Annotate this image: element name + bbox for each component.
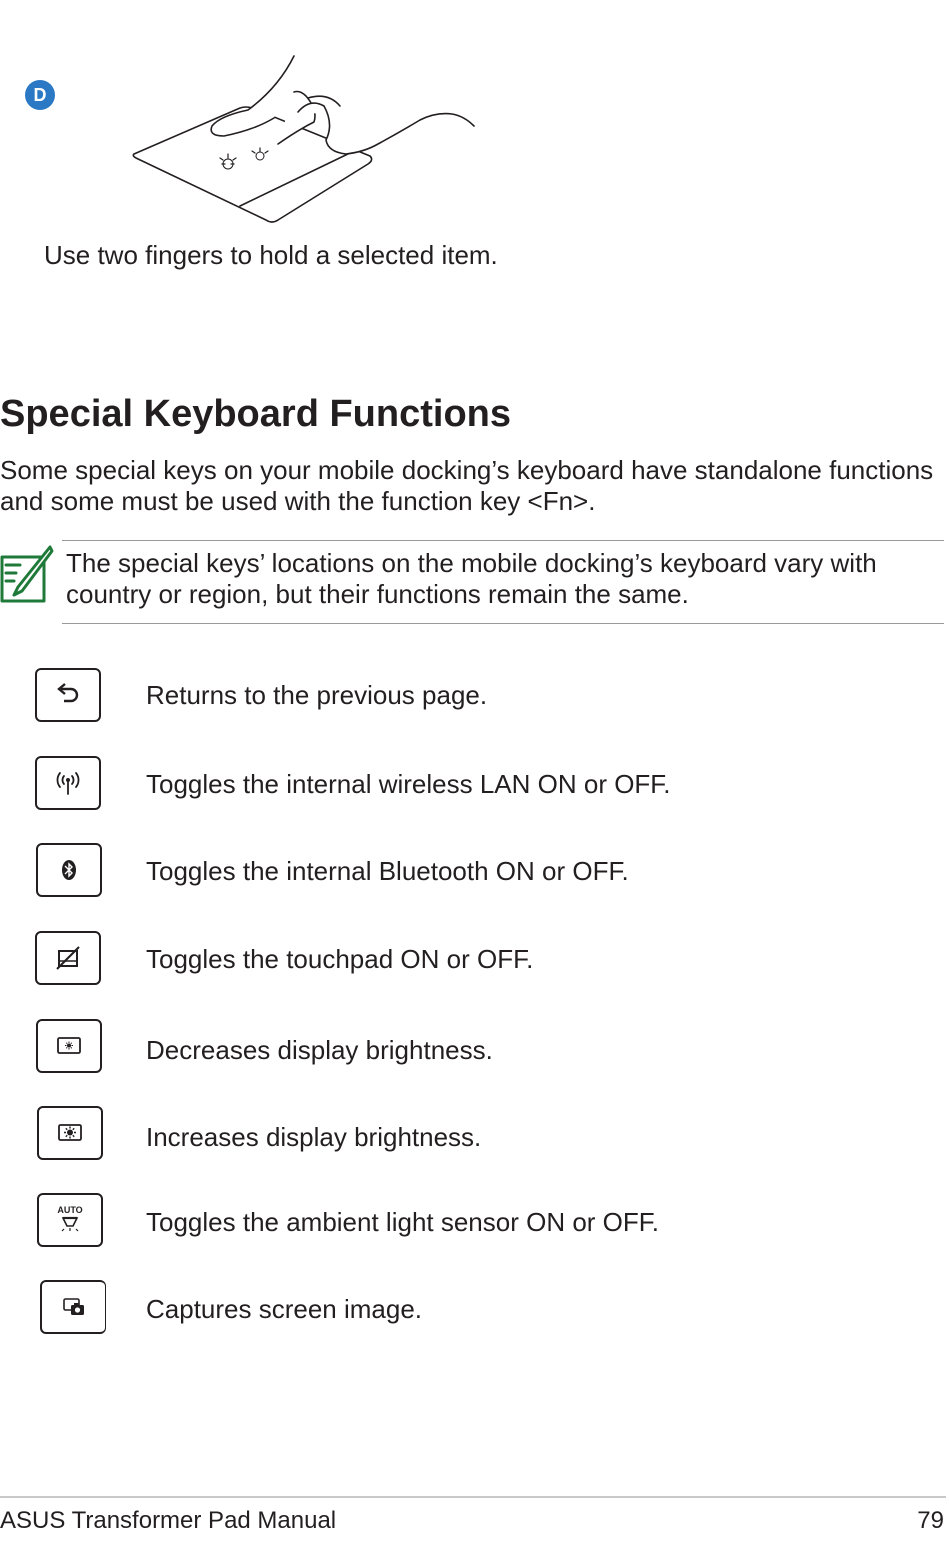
touchpad-disable-icon [55,945,81,971]
step-caption: Use two fingers to hold a selected item. [44,240,498,270]
key-description: Toggles the touchpad ON or OFF. [146,944,534,974]
wireless-key [35,756,101,810]
back-arrow-icon [55,682,81,708]
key-description: Toggles the internal wireless LAN ON or OFF. [146,769,671,799]
key-description: Increases display brightness. [146,1122,482,1152]
svg-text:AUTO: AUTO [57,1205,83,1215]
wireless-antenna-icon [55,770,81,796]
auto-light-key [37,1193,103,1247]
brightness-up-icon [57,1122,83,1144]
key-description: Returns to the previous page. [146,680,488,710]
screen-capture-icon [61,1296,87,1318]
note-text: The special keys’ locations on the mobile docking’s keyboard vary with country or region, but their functions remain the same. [66,548,877,609]
touchpad-two-finger-illustration [128,52,478,227]
section-intro: Some special keys on your mobile docking’s keyboard have standalone functions and some must be used with the function key <Fn>. [0,455,934,516]
bluetooth-icon [61,859,77,881]
key-description: Captures screen image. [146,1294,423,1324]
key-row [0,843,950,903]
key-description: Toggles the internal Bluetooth ON or OFF. [146,856,629,886]
key-row [0,1193,950,1253]
footer-rule [0,1496,946,1498]
note-bottom-rule [62,623,944,624]
footer-manual-title: ASUS Transformer Pad Manual [0,1507,337,1534]
screen-capture-key [40,1280,106,1334]
brightness-up-key [37,1106,103,1160]
key-row [0,1019,950,1079]
auto-light-sensor-icon [53,1203,87,1237]
key-description: Decreases display brightness. [146,1035,493,1065]
back-key [35,668,101,722]
note-top-rule [62,540,944,541]
key-description: Toggles the ambient light sensor ON or OFF. [146,1207,660,1237]
key-row [0,1106,950,1166]
brightness-down-icon [56,1035,82,1057]
brightness-down-key [36,1019,102,1073]
page-number: 79 [917,1507,944,1534]
key-row [0,668,950,728]
touchpad-key [35,931,101,985]
bluetooth-key [36,843,102,897]
key-row [0,756,950,816]
step-badge: D [25,80,55,110]
key-row [0,1280,950,1340]
section-title: Special Keyboard Functions [0,393,511,435]
key-row [0,931,950,991]
note-pencil-icon [0,543,54,605]
